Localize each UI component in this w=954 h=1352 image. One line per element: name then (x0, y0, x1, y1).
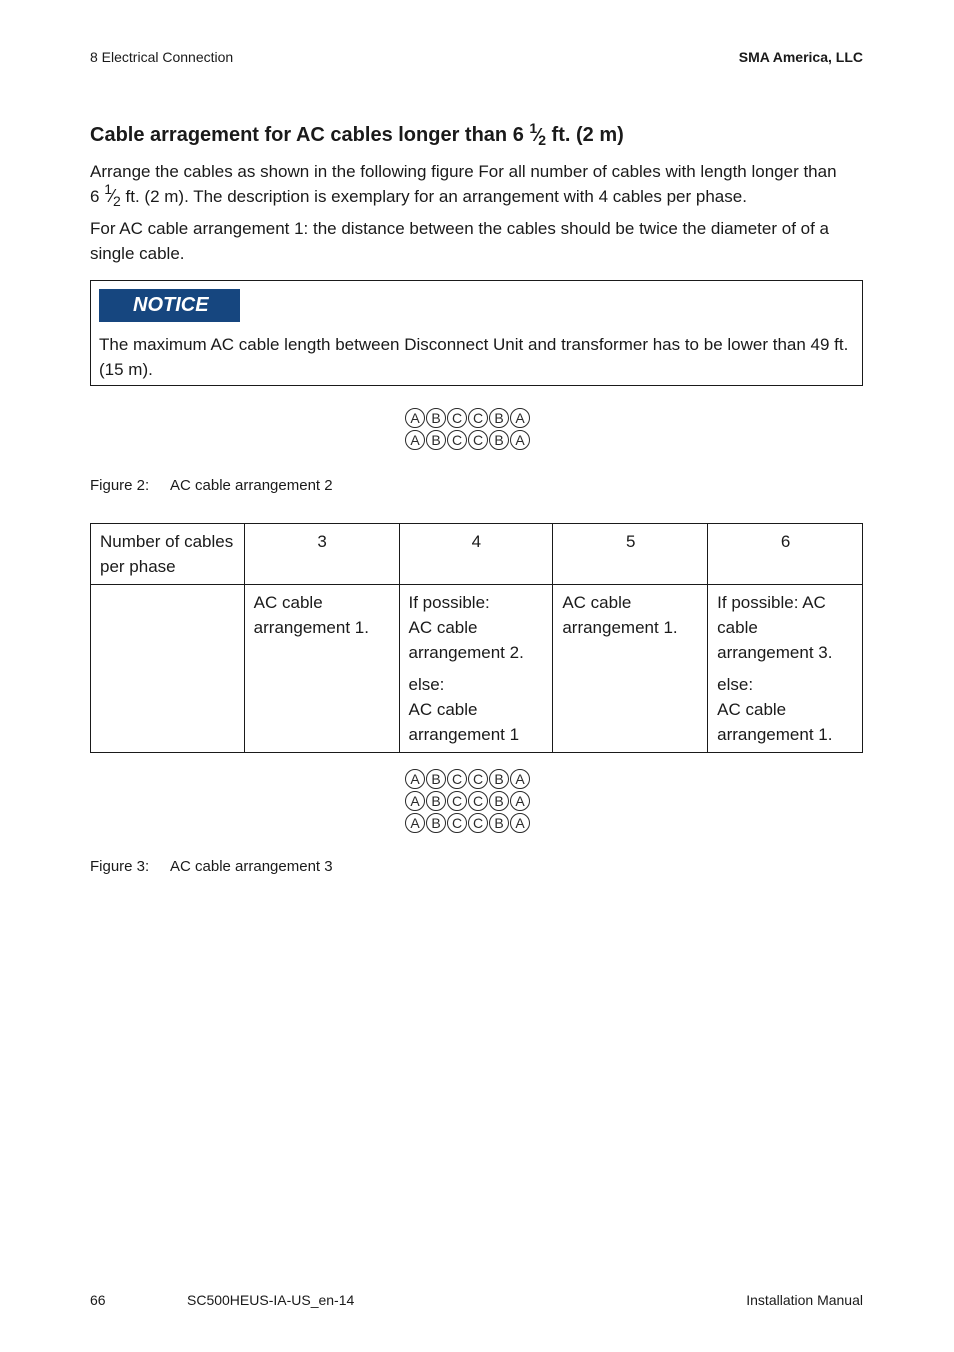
intro-paragraph-2: For AC cable arrangement 1: the distance between the cables should be twice the diameter of of a single cable. (90, 219, 829, 263)
table-header-col: 3 (244, 524, 399, 585)
figure-2-number: Figure 2: (90, 477, 150, 494)
cable-row (405, 791, 531, 813)
table-header-row (91, 524, 863, 585)
footer-doc-type: Installation Manual (746, 1292, 863, 1308)
cable-circle: B (489, 791, 509, 811)
figure-2-cable-grid (405, 408, 531, 452)
footer-doc-id: SC500HEUS-IA-US_en-14 (187, 1292, 355, 1308)
cable-circle: B (489, 813, 509, 833)
cable-circle: A (510, 813, 530, 833)
figure-3-cable-grid (405, 769, 531, 835)
cable-circle: C (447, 769, 467, 789)
notice-text: The maximum AC cable length between Disconnect Unit and transformer has to be lower than 49 ft. (15 m). (99, 335, 849, 379)
cable-circle: B (426, 813, 446, 833)
cable-circle: B (489, 408, 509, 428)
heading-fraction: 1⁄2 (529, 120, 546, 148)
cable-circle: B (489, 430, 509, 450)
cable-circle: B (426, 791, 446, 811)
footer-page-number: 66 (90, 1292, 106, 1308)
cable-circle: A (405, 791, 425, 811)
cable-circle: A (405, 408, 425, 428)
header-section: 8 Electrical Connection (90, 49, 234, 65)
cable-circle: A (405, 813, 425, 833)
cable-circle: A (405, 769, 425, 789)
table-cell-6: If possible: AC cable arrangement 3. else: AC cable arrangement 1. (708, 585, 863, 753)
figure-3-caption (90, 858, 333, 875)
notice-badge: NOTICE (99, 289, 240, 322)
cable-circle: B (489, 769, 509, 789)
cable-circle: C (468, 408, 488, 428)
cable-circle: C (468, 430, 488, 450)
cable-row (405, 769, 531, 791)
cable-circle: A (510, 430, 530, 450)
cable-row (405, 408, 531, 430)
table-row-label (91, 585, 245, 753)
cable-circle: C (447, 430, 467, 450)
table-header-col: 6 (708, 524, 863, 585)
cable-circle: A (510, 791, 530, 811)
cable-circle: C (468, 791, 488, 811)
table-header-col: 5 (553, 524, 708, 585)
figure-3-title: AC cable arrangement 3 (170, 858, 333, 875)
notice-box (90, 280, 863, 386)
heading-prefix: Cable arragement for AC cables longer than 6 (90, 124, 530, 146)
figure-2-title: AC cable arrangement 2 (170, 477, 333, 494)
table-cell-5: AC cable arrangement 1. (553, 585, 708, 753)
cable-circle: A (405, 430, 425, 450)
table-header-label: Number of cables per phase (91, 524, 245, 585)
figure-3-number: Figure 3: (90, 858, 150, 875)
section-heading (90, 120, 624, 148)
table-cell-3: AC cable arrangement 1. (244, 585, 399, 753)
cable-circle: B (426, 769, 446, 789)
header-company: SMA America, LLC (738, 49, 863, 65)
cable-circle: C (447, 813, 467, 833)
cable-circle: B (426, 430, 446, 450)
table-cell-4: If possible: AC cable arrangement 2. else: AC cable arrangement 1 (399, 585, 553, 753)
cable-circle: C (447, 408, 467, 428)
cable-circle: B (426, 408, 446, 428)
cable-row (405, 430, 531, 452)
cable-circle: C (468, 769, 488, 789)
table-row (91, 585, 863, 753)
cable-circle: A (510, 769, 530, 789)
cable-circle: A (510, 408, 530, 428)
heading-suffix: ft. (2 m) (545, 124, 624, 146)
figure-2-caption (90, 477, 333, 494)
cable-circle: C (447, 791, 467, 811)
cable-circle: C (468, 813, 488, 833)
intro-paragraph-1: Arrange the cables as shown in the following figure For all number of cables with length longer than 6 1⁄2 ft. (2 m). The description is exemplary for an arrangement with 4 cables per phase. (90, 162, 837, 209)
cable-arrangement-table (90, 523, 863, 753)
table-header-col: 4 (399, 524, 553, 585)
cable-row (405, 813, 531, 835)
